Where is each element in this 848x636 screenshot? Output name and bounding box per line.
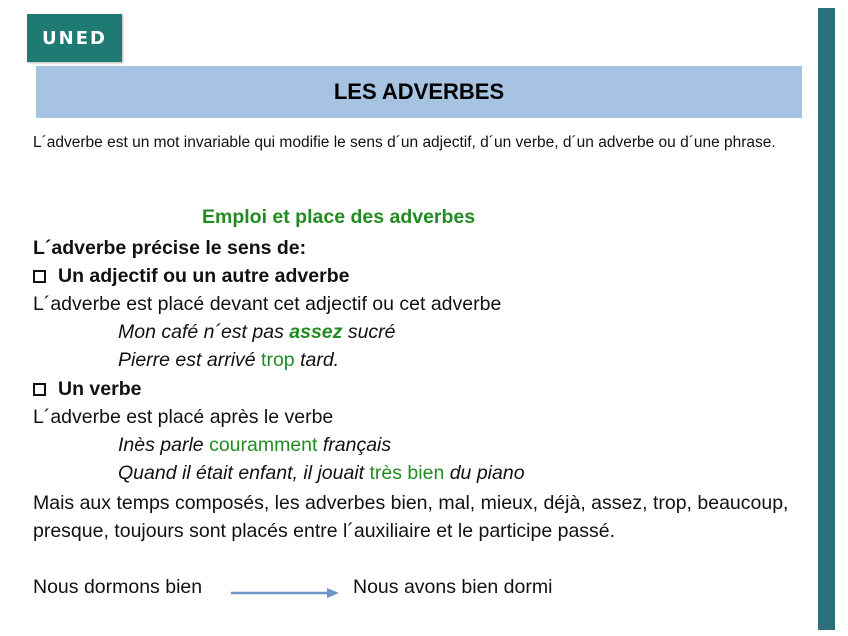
section2-heading-label: Un verbe <box>58 378 142 400</box>
checkbox-icon <box>33 270 46 283</box>
section2-example-2 <box>118 460 525 486</box>
example-text: Mon café n´est pas <box>118 321 290 343</box>
logo-text: UNED <box>42 27 107 49</box>
section1-example-1 <box>118 319 396 345</box>
example-adverb: assez <box>289 321 343 343</box>
example-text: tard. <box>294 349 340 371</box>
section1-heading <box>33 263 349 289</box>
uned-logo <box>27 14 122 62</box>
section1-example-2 <box>118 347 339 373</box>
section2-heading <box>33 376 141 402</box>
checkbox-icon <box>33 383 46 396</box>
example-text: du piano <box>444 462 525 484</box>
example-adverb: très bien <box>369 462 445 484</box>
section-subheading: Emploi et place des adverbes <box>202 206 476 228</box>
example-text: sucré <box>342 321 396 343</box>
intro-text: L´adverbe est un mot invariable qui modifie le sens d´un adjectif, d´un verbe, d´un adverbe ou d´une phrase. <box>33 134 776 151</box>
example-text: Pierre est arrivé <box>118 349 262 371</box>
transform-to: Nous avons bien dormi <box>353 576 553 598</box>
section2-example-1 <box>118 432 391 458</box>
example-text: Quand il était enfant, il jouait <box>118 462 370 484</box>
page-title: LES ADVERBES <box>333 79 505 104</box>
title-band <box>36 66 802 118</box>
example-text: français <box>317 434 392 456</box>
transform-from: Nous dormons bien <box>33 576 203 598</box>
example-text: Inès parle <box>118 434 210 456</box>
example-adverb: couramment <box>209 434 318 456</box>
right-arrow-icon <box>229 586 341 600</box>
section1-rule: L´adverbe est placé devant cet adjectif ou cet adverbe <box>33 293 502 315</box>
side-bar-decoration <box>818 8 835 630</box>
section2-rule: L´adverbe est placé après le verbe <box>33 406 334 428</box>
example-adverb: trop <box>261 349 295 371</box>
lead-text: L´adverbe précise le sens de: <box>33 237 307 259</box>
compound-tense-note: Mais aux temps composés, les adverbes bien, mal, mieux, déjà, assez, trop, beaucoup, presque, toujours sont placés entre l´auxiliaire et le participe passé. <box>33 492 789 542</box>
section1-heading-label: Un adjectif ou un autre adverbe <box>58 265 350 287</box>
